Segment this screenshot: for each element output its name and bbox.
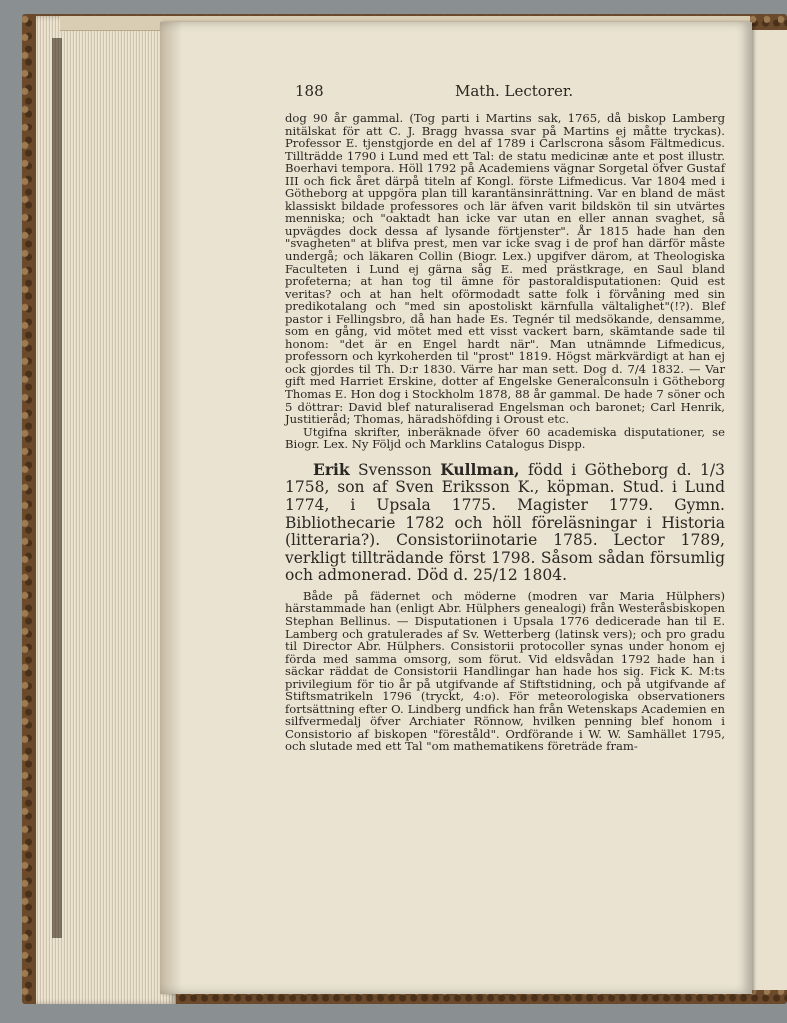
- previous-entry-writings: Utgifna skrifter, inberäknade öfver 60 academiska disputationer, se Biogr. Lex. Ny Följd och Marklins Catalogus Dispp.: [285, 424, 725, 452]
- page-number: 188: [295, 82, 324, 100]
- main-entry-details: [285, 590, 725, 753]
- page-gutter: [160, 22, 182, 994]
- previous-entry-text: dog 90 år gammal. (Tog parti i Martins sak, 1765, då biskop Lamberg nitälskat för att C. J. Bragg hvassa svar på Martins ej måtte tryckas). Professor E. tjenstgjorde en del af 1789 i Carlscrona såsom Fältmedicus. Tillträdde 1790 i Lund med ett Tal: de statu medicinæ ante et post illustr. Boerhavi tempora. Höll 1792 på Academiens vägnar Sorgetal öfver Gustaf III och fick året därpå titeln af Kongl. förste Lifmedicus. Var 1804 med i Götheborg at uppgöra plan till karantänsinrättning. Var en bland de mäst klassiskt bildade professores och lär äfven varit bildskön til sin utvärtes menniska; och "oaktadt han icke var utan en eller annan svaghet, så upvägdes dock dessa af lysande förtjenster". År 1815 hade han den "svagheten" at blifva prest, men var icke svag i de prof han därför måste undergå; och läkaren Collin (Biogr. Lex.) upgifver därom, at Theologiska Faculteten i Lund ej gärna såg E. med prästkrage, en Saul bland profeterna; at han tog til ämne för pastoraldisputationen: Quid est veritas? och at han helt oförmodadt satte folk i förvåning med sin predikotalang och "med sin apostoliskt kärnfulla vältalighet"(!?). Blef pastor i Fellingsbro, då han hade Es. Tegnér til medsökande, densamme, som en gång, vid mötet med ett visst vackert barn, skämtande sade til honom: "det är en Engel hardt när". Man utnämnde Lifmedicus, professorn och kyrkoherden til "prost" 1819. Högst märkvärdigt at han ej ock gjordes til Th. D:r 1830. Värre har man sett. Dog d. 7/4 1832. — Var gift med Harriet Erskine, dotter af Engelske Generalconsuln i Götheborg Thomas E. Hon dog i Stockholm 1878, 88 år gammal. De hade 7 söner och 5 döttrar: David blef naturaliserad Engelsman och baronet; Carl Henrik, Justitieråd; Thomas, häradshöfding i Oroust etc.: [285, 111, 725, 427]
- main-entry-text: född i Götheborg d. 1/3 1758, son af Sven Eriksson K., köpman. Stud. i Lund 1774, i Upsala 1775. Magister 1779. Gymn. Bibliothecarie 1782 och höll föreläsningar i Historia (litteraria?). Consistoriinotarie 1785. Lector 1789, verkligt tillträdande först 1798. Såsom sådan försumlig och admonerad. Död d. 25/12 1804.: [285, 460, 725, 585]
- main-entry-summary: [285, 461, 725, 585]
- entry-surname: Kullman,: [440, 459, 520, 479]
- entry-middle-name: Svensson: [358, 460, 432, 479]
- page-header: [285, 82, 725, 104]
- running-title: Math. Lectorer.: [455, 82, 574, 100]
- spine-band: [52, 38, 62, 938]
- main-entry: [285, 461, 725, 585]
- previous-entry: [285, 112, 725, 451]
- page-content: [285, 82, 725, 753]
- main-entry-detail-text: Både på fädernet och möderne (modren var Maria Hülphers) härstammade han (enligt Abr. Hülphers genealogi) från Westeråsbiskopen Stephan Bellinus. — Disputationen i Upsala 1776 dedicerade han til E. Lamberg och gratulerades af Sv. Wetterberg (latinsk vers); och pro gradu til Director Abr. Hülphers. Consistorii protocoller synas under honom ej förda med samma omsorg, som förut. Vid eldsvådan 1792 hade han i säckar räddat de Consistorii Handlingar han hade hos sig. Fick K. M:ts privilegium för tio år på utgifvande af Stiftstidning, och på utgifvande af Stiftsmatrikeln 1796 (tryckt, 4:o). För meteorologiska observationers fortsättning efter O. Lindberg undfick han från Wetenskaps Academien en silfvermedalj öfver Archiater Rönnow, hvilken penning blef honom i Consistorio af biskopen "föreståld". Ordförande i W. W. Samhället 1795, och slutade med ett Tal "om mathematikens företräde fram-: [285, 588, 725, 754]
- entry-first-name: Erik: [313, 459, 350, 479]
- facing-page: [750, 30, 787, 990]
